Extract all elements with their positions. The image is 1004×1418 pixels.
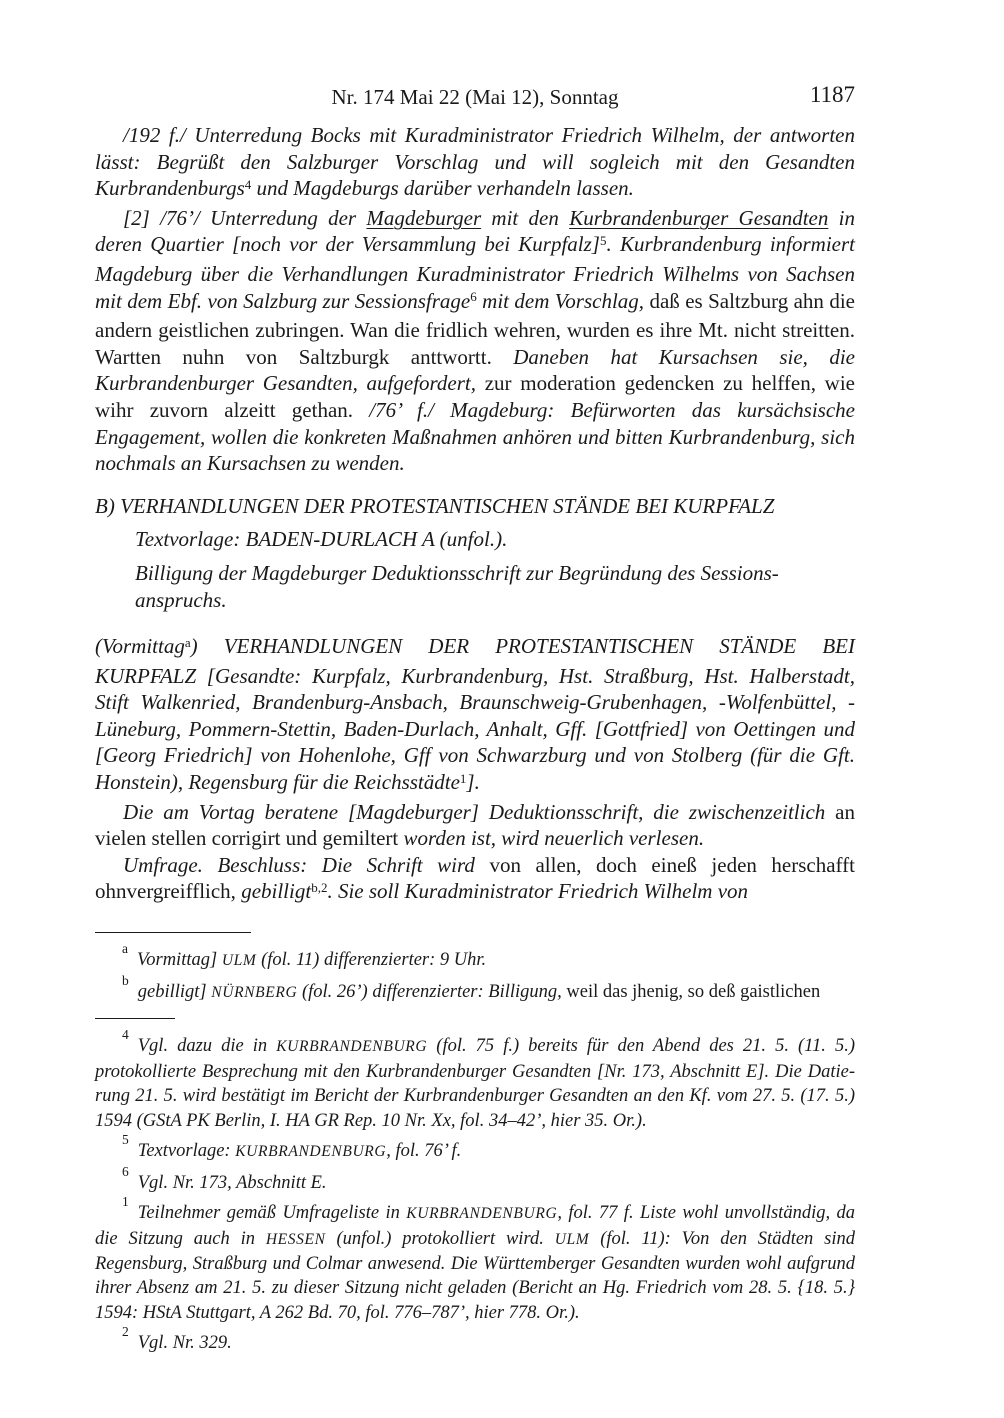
note-text <box>138 1173 327 1193</box>
text-run: [2] /76’/ Unterredung der <box>123 205 367 230</box>
text-run: KURBRANDENBURG <box>406 1205 558 1223</box>
note-marker: b <box>122 972 129 988</box>
text-run: b,2 <box>311 880 328 896</box>
body-text-block <box>95 122 855 908</box>
text-run: . Sie soll Kuradministrator Friedrich Wilhelm von <box>327 879 749 904</box>
text-run: , fol. 77 f. Liste wohl unvollständig, da die Sitzung auch in <box>95 1203 855 1249</box>
text-run: an vielen stellen corrigirt und gemiltert <box>95 799 855 851</box>
text-run: Teilnehmer gemäß Umfrageliste in <box>137 1203 407 1224</box>
text-run: Textvorlage: <box>137 1141 236 1162</box>
text-run: weil das jhenig, so deß gaistlichen <box>561 981 821 1002</box>
note-marker: a <box>122 941 128 957</box>
footnote-4 <box>95 1028 855 1133</box>
footnote-1 <box>95 1195 855 1325</box>
text-run: NÜRNBERG <box>211 983 298 1001</box>
text-run: (Vormittag <box>95 634 185 659</box>
footnote-2 <box>95 1325 855 1356</box>
note-text <box>138 1333 232 1353</box>
note-text <box>138 982 820 1002</box>
text-run: Umfrage. Beschluss: Die Schrift wird <box>123 852 490 877</box>
note-marker: 2 <box>122 1324 129 1340</box>
text-run: Die am Vortag beratene [Magdeburger] Deduktionsschrift, die zwischenzeitlich <box>123 799 836 824</box>
paragraph-summary-2 <box>95 205 855 477</box>
running-title: Nr. 174 Mai 22 (Mai 12), Sonntag <box>331 85 619 109</box>
apparatus-separator-rule <box>95 932 251 933</box>
note-text <box>137 950 486 970</box>
text-run: , fol. 76’ f. <box>386 1141 462 1162</box>
text-run: Vgl. Nr. 329. <box>137 1333 232 1354</box>
note-text <box>95 1036 855 1130</box>
text-run: /192 f./ Unterredung Bocks mit Kuradministrator Friedrich Wilhelm, der antworten lässt: Begrüßt den Salzburger Vorschlag und will sogleich mit den Gesandten Kurbrandenburgs <box>95 123 855 201</box>
footnote-block <box>95 1028 855 1356</box>
paragraph-deduktionsschrift <box>95 799 855 852</box>
note-marker: 4 <box>122 1027 129 1043</box>
text-run: Daneben hat Kursachsen sie, die Kurbrandenburger Gesandten, aufgefordert, <box>95 344 855 396</box>
text-run: (fol. 75 f.) bereits für den Abend des 21. 5. (11. 5.) protokollierte Besprechung mit den Kurbrandenburger Gesandten [Nr. 173, Abschnitt E]. Die Datierung 21. 5. wird bestätigt im Bericht der Kurbrandenburger Gesandten an den Kf. vom 27. 5. (17. 5.) 1594 (GStA PK Berlin, I. HA GR Rep. 10 Nr. Xx, fol. 34–42’, hier 35. Or.). <box>95 1036 855 1131</box>
note-marker: 1 <box>122 1194 129 1210</box>
note-text <box>138 1141 462 1161</box>
note-text <box>95 1203 855 1323</box>
text-run: ULM <box>554 1230 590 1248</box>
text-run: (fol. 11) differenzierter: 9 Uhr. <box>256 950 487 971</box>
paragraph-umfrage <box>95 852 855 908</box>
text-run: (unfol.) protokolliert wird. <box>325 1228 555 1249</box>
text-run: Billigung der Magdeburger Deduktionsschrift zur Begründung des Sessionsanspruchs. <box>135 560 779 612</box>
text-run: a <box>184 634 191 650</box>
footnote-separator-rule <box>95 1018 175 1019</box>
text-run: B) VERHANDLUNGEN DER PROTESTANTISCHEN STÄNDE BEI KURPFALZ <box>95 493 775 518</box>
textvorlage-line <box>135 526 855 553</box>
text-run: /76’ f./ Magdeburg: Befürworten das kursächsische Engagement, wollen die konkreten Maßnahmen anhören und bitten Kurbrandenburg, sich nochmals an Kursachsen zu wenden. <box>95 397 855 476</box>
apparatus-note-a <box>95 942 855 974</box>
paragraph-session <box>95 633 855 799</box>
text-run: Kurbrandenburger Gesandten <box>569 205 829 230</box>
text-run: . Kurbrandenburg informiert Magdeburg über die Verhandlungen Kuradministrator Friedrich Wilhelms von Sachsen mit dem Ebf. von Salzburg zur Sessionsfrage <box>95 232 855 313</box>
note-marker: 5 <box>122 1131 129 1147</box>
text-run: von allen, doch eineß jeden herschafft ohnvergreifflich, <box>95 852 855 904</box>
text-run: Magdeburger <box>366 205 482 230</box>
text-run: worden ist, wird neuerlich verlesen. <box>403 826 705 851</box>
text-run: ) VERHANDLUNGEN DER PROTESTANTISCHEN STÄNDE BEI KURPFALZ [Gesandte: Kurpfalz, Kurbrandenburg, Hst. Straßburg, Hst. Halberstadt, Stift Walkenried, Brandenburg-Ansbach, Braunschweig-Grubenhagen, -Wolfenbüttel, -Lüneburg, Pommern-Stettin, Baden-Durlach, Anhalt, Gff. [Gottfried] von Oettingen und [Georg Friedrich] von Hohenlohe, Gff von Schwarzburg und von Stolberg (für die Gft. Honstein), Regensburg für die Reichsstädte <box>95 634 855 795</box>
text-run: 5 <box>599 233 607 249</box>
text-run: Vormittag] <box>137 950 222 971</box>
text-run: ULM <box>221 952 257 970</box>
text-run: gebilligt] <box>137 981 212 1002</box>
section-heading-b <box>95 493 855 520</box>
apparatus-note-b <box>95 974 855 1006</box>
paragraph-summary-1 <box>95 122 855 205</box>
text-run: 4 <box>244 176 252 192</box>
text-run: Textvorlage: BADEN-DURLACH A (unfol.). <box>135 527 508 552</box>
text-column <box>95 84 855 1356</box>
text-run: (fol. 11): Von den Städten sind Regensburg, Straßburg und Colmar anwesend. Die Württemberger Gesandten wurden wohl aufgrund ihrer Absenz am 21. 5. zu dieser Sitzung nicht geladen (Bericht an Hg. Friedrich vom 28. 5. {18. 5.} 1594: HStA Stuttgart, A 262 Bd. 70, fol. 776–787’, hier 778. Or.). <box>95 1228 855 1323</box>
regest-line <box>135 560 855 613</box>
text-run: 1 <box>459 770 467 786</box>
text-run: ]. <box>466 770 480 795</box>
text-run: Vgl. dazu die in <box>137 1036 277 1057</box>
text-run: zur moderation gedencken zu helffen, wie wihr zuvorn alzeitt gethan. <box>95 371 855 422</box>
apparatus-block <box>95 942 855 1005</box>
text-run: Vgl. Nr. 173, Abschnitt E. <box>137 1172 327 1193</box>
text-run: daß es Saltzburg ahn die andern geistlichen zubringen. Wan die fridlich wehren, wurden es ihre Mt. nicht streitten. Wartten nuhn von Saltzburgk anttwortt. <box>95 288 855 369</box>
text-run: mit dem Vorschlag, <box>476 288 645 313</box>
footnote-6 <box>95 1165 855 1196</box>
page-number: 1187 <box>809 82 855 107</box>
page-header <box>95 84 855 110</box>
text-run: KURBRANDENBURG <box>235 1143 387 1161</box>
text-run: 6 <box>470 289 477 305</box>
text-run: und Magdeburgs darüber verhandeln lassen. <box>251 176 634 201</box>
text-run: HESSEN <box>265 1230 326 1248</box>
text-run: mit den <box>481 205 570 230</box>
footnote-5 <box>95 1133 855 1165</box>
text-run: gebilligt <box>241 879 312 904</box>
text-run: in deren Quartier [noch vor der Versammlung bei Kurpfalz] <box>95 205 856 257</box>
note-marker: 6 <box>122 1163 129 1179</box>
text-run: KURBRANDENBURG <box>276 1038 428 1056</box>
text-run: (fol. 26’) differenzierter: Billigung, <box>297 981 562 1002</box>
